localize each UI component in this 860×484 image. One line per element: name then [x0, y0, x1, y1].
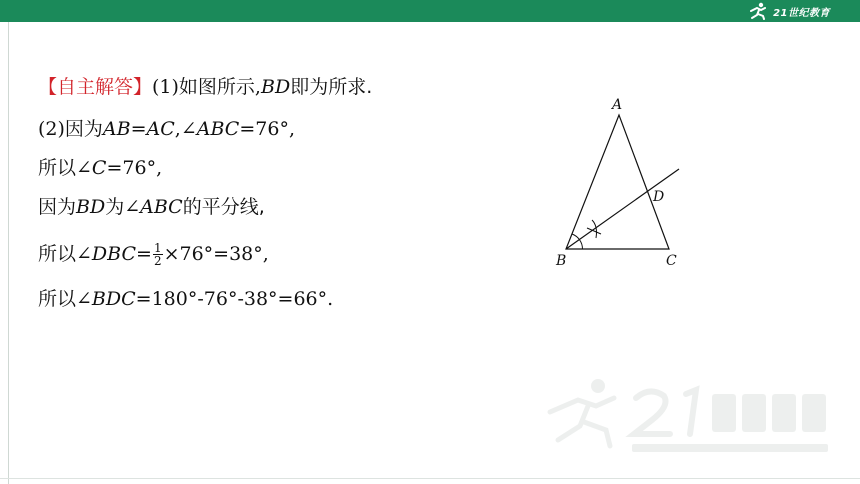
line-3-angle-c: C	[91, 157, 107, 179]
fraction-one-half	[153, 242, 163, 267]
fraction-numerator: 1	[153, 240, 162, 255]
solution-line-1	[38, 74, 372, 100]
line-2-equals: =	[130, 118, 147, 140]
brand-watermark	[540, 372, 840, 462]
line-2-part-a: (2)因为	[38, 118, 103, 140]
solution-label: 【自主解答】	[38, 76, 153, 98]
runner-logo-icon	[747, 2, 769, 20]
top-bar	[0, 0, 860, 22]
line-1-segment-bd: BD	[260, 76, 291, 98]
solution-line-2	[38, 116, 295, 142]
solution-line-6	[38, 286, 333, 312]
line-5-part-a: 所以∠	[38, 243, 92, 265]
line-2-value: =76°,	[239, 118, 295, 140]
line-6-value: =180°-76°-38°=66°.	[135, 288, 334, 310]
line-3-part-a: 所以∠	[38, 157, 92, 179]
solution-line-5	[38, 241, 269, 268]
watermark-runner-icon	[550, 379, 614, 446]
line-2-angle-abc: ABC	[196, 118, 240, 140]
line-5-angle-dbc: DBC	[91, 243, 137, 265]
vertex-label-b: B	[556, 253, 567, 269]
bisector-ray-bd	[566, 169, 679, 249]
bottom-rule	[0, 478, 860, 479]
line-4-part-e: 的平分线,	[182, 196, 265, 218]
vertex-label-a: A	[612, 97, 623, 113]
line-4-part-a: 因为	[38, 196, 77, 218]
triangle-figure	[540, 88, 710, 278]
watermark-glyphs	[712, 394, 826, 432]
line-6-angle-bdc: BDC	[91, 288, 136, 310]
line-1-part-c: 即为所求.	[290, 76, 373, 98]
line-5-value: ×76°=38°,	[163, 243, 269, 265]
line-4-segment-bd: BD	[76, 196, 106, 218]
line-5-equals: =	[136, 243, 152, 265]
left-rule	[8, 22, 9, 484]
line-2-segment-ab: AB	[102, 118, 131, 140]
line-2-angle-sign: ,∠	[174, 118, 197, 140]
solution-line-3	[38, 155, 162, 181]
watermark-url-strip	[632, 444, 828, 452]
line-2-segment-ac: AC	[146, 118, 175, 140]
line-4-angle-abc: ABC	[140, 196, 183, 218]
line-6-part-a: 所以∠	[38, 288, 92, 310]
triangle-abc	[566, 115, 669, 249]
vertex-label-c: C	[666, 253, 677, 269]
logo-text: 21世纪教育	[773, 7, 830, 19]
fraction-denominator: 2	[153, 253, 162, 268]
solution-line-4	[38, 194, 265, 220]
line-1-part-a: (1)如图所示,	[152, 76, 261, 98]
point-label-d: D	[653, 189, 665, 205]
brand-logo	[747, 2, 830, 20]
line-3-value: =76°,	[106, 157, 163, 179]
watermark-numeral	[634, 390, 696, 434]
line-4-part-c: 为∠	[105, 196, 141, 218]
